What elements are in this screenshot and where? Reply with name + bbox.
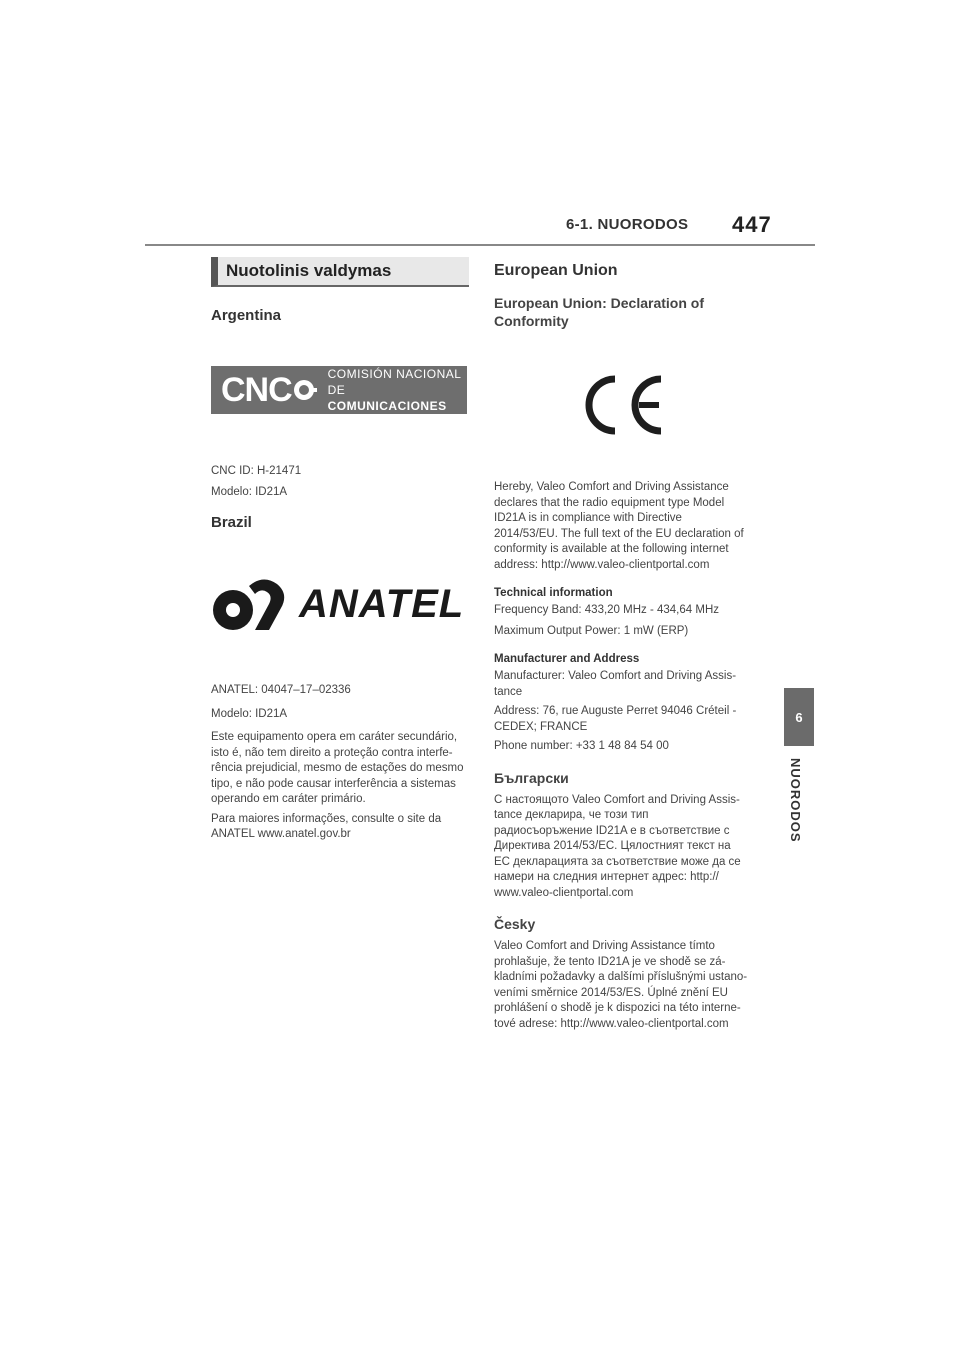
chapter-tab[interactable] [784,688,814,746]
argentina-heading: Argentina [211,307,282,324]
anatel-id: ANATEL: 04047–17–02336 [211,684,351,696]
cnc-logo [211,366,467,414]
chapter-tab-number: 6 [795,709,803,725]
brazil-model: Modelo: ID21A [211,707,288,720]
manufacturer-name: Manufacturer: Valeo Comfort and Driving Assis-tance [494,670,737,698]
eu-declaration: Hereby, Valeo Comfort and Driving Assistance declares that the radio equipment type Model ID21A is in compliance with Directive 2014/53/EU. The full text of the EU declaration of conformity is available at the following internet address: http://www.valeo-clientportal.com [494,481,744,571]
bulgarian-heading: Български [494,769,569,786]
right-column [494,257,749,1032]
manufacturer-phone: Phone number: +33 1 48 84 54 00 [494,740,669,752]
brazil-notice: Este equipamento opera em caráter secundário, isto é, não tem direito a proteção contra interfe-rência prejudicial, mesmo de estações do mesmo tipo, e não pode causar interferência a sistemas operando em caráter primário. [211,731,464,805]
ce-mark [494,360,749,450]
chapter-heading: 6-1. NUORODOS [566,216,689,233]
anatel-logo [211,569,467,639]
cnc-logo-mark: CNC [221,371,292,409]
argentina-model: Modelo: ID21A [211,485,288,498]
cnc-ring-icon [294,380,314,400]
bulgarian-text: С настоящото Valeo Comfort and Driving Assis-tance декларира, че този тип радиосъоръжение ID21A е в съответствие с Директива 2014/53/ЕС. Цялостният текст на ЕС декларацията за съответствие може да се намери на следния интернет адрес: http:// www.valeo-clientportal.com [494,793,741,899]
header-divider [145,244,815,246]
chapter-tab-label: NUORODOS [788,758,803,843]
cnc-logo-line2-prefix: DE [327,383,346,397]
section-title: Nuotolinis valdymas [211,257,469,287]
brazil-heading: Brazil [211,514,252,531]
manufacturer-heading: Manufacturer and Address [494,653,640,665]
manufacturer-address: Address: 76, rue Auguste Perret 94046 Créteil - CEDEX; FRANCE [494,705,737,733]
cnc-logo-line2 [328,382,467,414]
eu-heading: European Union [494,262,618,279]
cnc-id: CNC ID: H-21471 [211,465,302,477]
output-power: Maximum Output Power: 1 mW (ERP) [494,624,689,637]
tech-heading: Technical information [494,587,613,599]
anatel-symbol-icon [211,574,291,634]
ce-mark-icon [577,373,667,437]
frequency-band: Frequency Band: 433,20 MHz - 434,64 MHz [494,604,720,616]
cnc-logo-words [328,366,467,414]
page-number: 447 [732,212,772,237]
left-column [211,257,469,843]
brazil-info: Para maiores informações, consulte o site da ANATEL www.anatel.gov.br [211,812,442,840]
cnc-logo-line2-bold: COMUNICACIONES [327,399,447,413]
czech-heading: Česky [494,916,536,932]
eu-subheading: European Union: Declaration of Conformity [494,295,705,329]
czech-text: Valeo Comfort and Driving Assistance tímto prohlašuje, že tento ID21A je ve shodě se zá-kladními požadavky a dalšími příslušnými ustano-veními směrnice 2014/53/ES. Úplné znění EU prohlášení o shodě je k dispozici na této interne-tové adrese: http://www.valeo-clientportal.com [494,940,748,1030]
cnc-logo-line1: COMISIÓN NACIONAL [327,367,462,381]
anatel-wordmark: ANATEL [299,581,465,626]
